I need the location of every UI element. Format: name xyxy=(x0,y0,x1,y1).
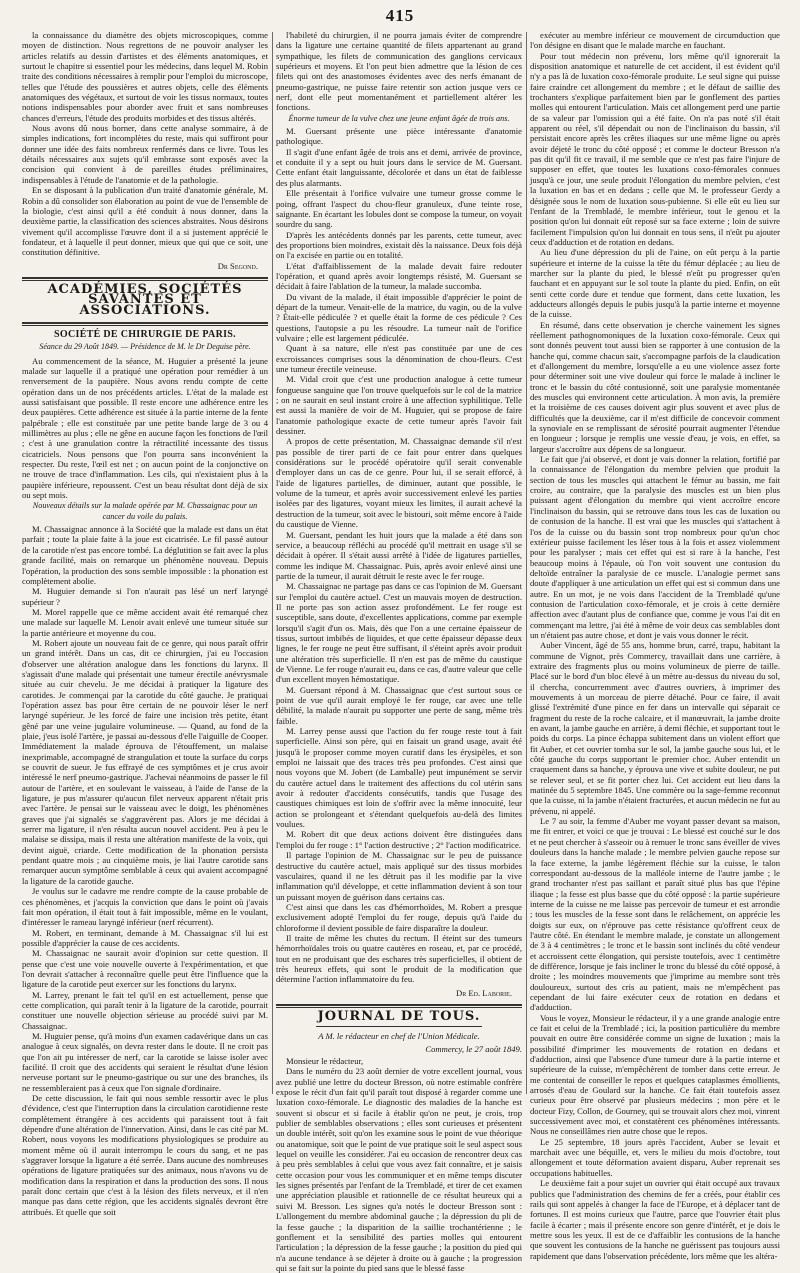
paragraph: M. Guersant, pendant les huit jours que la malade a été dans son service, a beaucoup réfléchi au procédé qu'il mettrait en usage s'il se décidait à opérer. Il s'était aussi arrêté à l'idée de ligatures partielles, comme les indique M. Chassaignac. Puis, après avoir enlevé ainsi une partie de la tumeur, il aurait détruit le reste avec le fer rouge. xyxy=(276,529,522,581)
paragraph: M. Larrey pense aussi que l'action du fer rouge reste tout à fait superficielle. Ainsi son père, qui en faisait un grand usage, avait été jusqu'à le proposer comme moyen curatif dans les érysipèles, et son emploi ne laissait que des traces très peu profondes. C'est ainsi que nous voyons que M. Jobert (de Lamballe) peut impunément se servir du cautère actuel dans le traitement des affections du col utérin sans avoir à redouter d'accidents consécutifs, tandis que l'usage des caustiques chimiques est loin de s'offrir avec la même innocuité, leur action se prolongeant et s'étendant quelquefois au-delà des limites voulues. xyxy=(276,726,522,830)
paragraph: M. Robert dit que deux actions doivent être distinguées dans l'emploi du fer rouge : 1° l'action destructive ; 2° l'action modificatrice. xyxy=(276,829,522,850)
letter-address: A M. le rédacteur en chef de l'Union Médicale. xyxy=(318,1031,480,1042)
paragraph: M. Robert ajoute un nouveau fait de ce genre, qui nous paraît offrir un grand intérêt. Dans un cas, dit ce chirurgien, j'ai eu l'occasion d'observer une altération analogue dans les fonctions du larynx. Il s'agissait d'une malade qui présentait une tumeur érectile anévrysmale située au cuir chevelu. Je me décidai à pratiquer la ligature des carotides. Je commençai par la carotide du côté gauche. Je pratiquai l'opération assez bas pour être certain de ne pouvoir léser le nerf laryngé supérieur. Je les forcé de faire une incision très petite, étant gêné par une veine jugulaire volumineuse. — Quand, au fond de la plaie, j'eus isolé l'artère, je passai au-dessous d'elle l'aiguille de Cooper. Immédiatement la malade éprouva de l'étouffement, un malaise inexprimable, accompagné de strangulation et toute la surface du corps se couvrit de sueur. Je fus effrayé de ces symptômes et je crus avoir intéressé le nerf pneumo-gastrique. J'achevai néanmoins de passer le fil autour de l'artère, et en soulevant le vaisseau, à l'aide de l'anse de la ligature, je pus m'assurer qu'aucun filet nerveux apparent n'était pris avec l'artère. Je pensai sur le vaisseau avec le doigt, les phénomènes graves que j'ai signalés se s'aggravèrent pas. Alors je me décidai à serrer ma ligature, il n'en résulta aucun nouvel accident. Peu à peu le malaise se dissipa, mais il resta une altération manifeste de la voix, qui devint aiguë, criarde. Cette modification de la phonation persista pendant quatre mois ; au cinquième mois, je liai l'autre carotide sans remarquer aucun symptôme semblable à ceux qui avaient accompagné la ligature de la carotide gauche. xyxy=(22,637,268,886)
paragraph: Pour tout médecin non prévenu, lors même qu'il ignorerait la disposition anatomique et naturelle de cet accident, il est évident qu'il n'y a pas là de luxation coxo-fémorale produite. Le seul signe qui puisse faire craindre cet allongement du membre ; et le défaut de saillie des trochanters s'explique parfaitement bien par le gonflement des parties molles qui entourent l'articulation. Mais cet allongement perd une partie de sa valeur par l'omission qui a été faite. On n'a pas noté s'il était apparent ou réel, s'il dépendait ou non de l'inclinaison du bassin, s'il persistait encore après les crêtes iliaques sur une même ligne ou après avoir déjeté le tronc du côté opposé ; et comme le docteur Bresson n'a pas dit qu'il fit ce travail, il me semble que ce n'est pas faire l'injure de supposer en effet, que toutes les luxations coxo-fémorales connues jusqu'à ce jour, une seule produit l'élongation du membre pelvien, c'est la luxation en bas et en dedans ; celle que M. le professeur Gerdy a désignée sous le nom de luxation sous-pubienne. Si elle eût eu lieu sur l'enfant de la Trembladé, le membre inférieur, tout le genou et la position qu'on lui donnait eût reposé sur sa face externe ; loin de suivre facilement l'impulsion qu'on lui donnait en tous sens, il n'eût pu ajouter ceux d'adduction et de rotation en dedans. xyxy=(530,50,780,247)
column-1 xyxy=(22,30,268,1217)
divider xyxy=(316,1026,482,1027)
paragraph: A propos de cette présentation, M. Chassaignac demande s'il n'est pas possible de tirer parti de ce fait pour entrer dans quelques considérations sur le procédé opératoire qu'il serait convenable d'employer dans un cas de ce genre. Pour lui, il se serait efforcé, à l'aide de ligatures partielles, de diminuer, autant que possible, le volume de la tumeur, et après avoir successivement enlevé les parties isolées par des ligatures, voyant mieux les limites, il aurait achevé la destruction de la tumeur, soit avec le bistouri, soit même encore à l'aide du caustique de Vienne. xyxy=(276,436,522,530)
paragraph: M. Huguier demande si l'on n'aurait pas lésé un nerf laryngé supérieur ? xyxy=(22,586,268,607)
paragraph: Il traite de même les chutes du rectum. Il éteint sur des tumeurs hémorrhoïdales trois ou quatre cautères en roseau, et, par ce procédé, tout en ne produisant que des eschares très superficielles, il obtient de très heureux effets, qui sont le produit de la modification que détermine l'action inflammatoire du feu. xyxy=(276,932,522,985)
paragraph: En se disposant à la publication d'un traité d'anatomie générale, M. Robin a dû consolider son élaboration au point de vue de l'ensemble de la biologie, c'est ainsi qu'il a été conduit à nous donner, dans la deuxième partie, la classification des sciences abstraites. Nous désirons vivement qu'il accomplisse l'œuvre dont il a si justement apprécié le fondateur, et à laquelle il peut donner, mieux que qui que ce soit, une constitution définitive. xyxy=(22,185,268,258)
letter-dateline: Commercy, le 27 août 1849. xyxy=(425,1043,522,1054)
page-number: 415 xyxy=(385,6,415,25)
section-title: JOURNAL DE TOUS. xyxy=(317,1008,481,1024)
paragraph: C'est ainsi que dans les cas d'hémorrhoïdes, M. Robert a presque exclusivement adopté l'emploi du fer rouge, depuis qu'à l'aide du chloroforme il devient possible de faire disparaître la douleur. xyxy=(276,901,522,933)
paragraph: Je voulus sur le cadavre me rendre compte de la cause probable de ces phénomènes, et j'acquis la conviction que dans le point où j'avais fait mon opération, il était tout à fait impossible, même en le voulant, d'intéresser le rameau laryngé inférieur (nerf récurrent). xyxy=(22,886,268,928)
paragraph: De cette discussion, le fait qui nous semble ressortir avec le plus d'évidence, c'est que l'interruption dans la circulation carotidienne reste complètement étrangère à ces accidents qui paraissent tout à fait dépendre d'une altération de l'innervation. Ainsi, dans le cas cité par M. Robert, nous voyons les modifications physiologiques se produire au moment même où il aurait interrompu le cours du sang, et ne pas s'aggraver lorsque la ligature a été serrée. Dans aucune des nombreuses opérations de ligature pratiquées sur des animaux, nous n'avons vu de modification dans la respiration et dans la production des sons. Il nous paraît donc certain que c'est à la lésion des filets nerveux, et il n'en manque pas dans cette région, que les accidents signalés devront être attribués. Et quelle que soit xyxy=(22,1093,268,1217)
paragraph: D'après les antécédents donnés par les parents, cette tumeur, avec des proportions bien moindres, existait dès la naissance. Deux fois déjà on l'a excisée en partie ou en totalité. xyxy=(276,229,522,261)
paragraph: Au commencement de la séance, M. Huguier a présenté la jeune malade sur laquelle il a pratiqué une opération pour remédier à un renversement de la paupière. Nous avons rendu compte de cette opération dans un de nos précédents articles. L'état de la malade est aussi satisfaisant que possible. Il reste encore une adhérence entre les deux paupières. Cette adhérence est située à la partie interne de la fente palpébrale ; elle est constituée par une petite bande large de 3 ou 4 millimètres au plus ; elle ne gêne en aucune façon les fonctions de l'œil ; c'est à une granulation contre la rétractilité incessante des tissus cicatriciels. Nous pensons que l'on pourra sans inconvénient la respecter. Du reste, l'œil est net ; on aucun point de la conjonctive on ne trouve de trace d'inflammation. Les cils, qui n'existaient plus à la paupière inférieure, repoussent. C'est un beau résultat dont déjà de six ou sept mois. xyxy=(22,355,268,501)
paragraph: Nous avons dû nous borner, dans cette analyse sommaire, à de simples indications, fort incomplètes du reste, mais qui suffiront pour donner une idée des faits nombreux renfermés dans ce livre. Tous les détails nécessaires aux sujets qu'il embrasse sont exposés avec la concision qui convient à de pareilles études préliminaires, indispensables à l'étude de l'anatomie et de la pathologie. xyxy=(22,123,268,185)
paragraph: M. Morel rappelle que ce même accident avait été remarqué chez une malade sur laquelle M. Lenoir avait enlevé une tumeur située sur la partie antérieure et moyenne du cou. xyxy=(22,606,268,638)
section-title: ACADÉMIES, SOCIÉTÉS SAVANTES ET ASSOCIATIONS. xyxy=(47,281,243,318)
paragraph: En résumé, dans cette observation je cherche vainement les signes réellement pathognomoniques de la luxation coxo-fémorale. Ceux qui sont donnés peuvent tout aussi bien se rapporter à une contusion de la hanche qui, comme chacun sait, s'accompagne parfois de la claudication et d'allongement du membre, lorsqu'elle a eu une violence assez forte pour déterminer soit une vive douleur qui force le malade à incliner le tronc et le bassin du côté contusionné, soit une paralysie momentanée des muscles qui environnent cette articulation. À mon avis, la première et la troisième de ces causes doivent agir plus souvent et avec plus de difficultés que la deuxième, car il m'est difficile de concevoir comment la synoviale en se remplissant de sérosité pourrait augmenter l'étendue en longueur ; lorsque je remplis une vessie d'eau, je vois, en effet, sa largeur s'accroître aux dépens de sa longueur. xyxy=(530,319,780,454)
paragraph: Dans le numéro du 23 août dernier de votre excellent journal, vous avez publié une lettre du docteur Bresson, où notre estimable confrère expose le récit d'un fait qu'il paraît tout disposé à regarder comme une luxation coxo-fémorale. Le diagnostic des maladies de la hanche est souvent si obscur et si facile à établir qu'on ne peut, je crois, trop publier de semblables observations ; elles sont curieuses et présentent un double intérêt, soit qu'on les examine sous le point de vue théorique ou anatomique, soit que le point de vue pratique soit le seul aspect sous lequel on veuille les considérer. J'ai eu occasion de rencontrer deux cas à peu près semblables à celui que vous avez fait connaître, et je saisis cette occasion pour vous les communiquer et en même temps discuter les signes présentés par l'enfant de la Trembladé, et tirer de cet examen une appréciation plausible et rationnelle de ce résultat heureux qui a suivi M. Bresson. Les signes qu'a notés le docteur Bresson sont : L'allongement du membre abdominal gauche ; la dépression du pli de la fesse gauche ; la disparition de la saillie trochantérienne ; le gonflement et la sensibilité des parties molles qui entourent l'articulation ; la dépression de la fesse gauche ; la position du pied qui n'a aucune tendance à se déjeter à droite ou à gauche ; la progression qui se fait sur la pointe du pied sans que le blessé fasse xyxy=(276,1066,522,1273)
paragraph: Le 7 au soir, la femme d'Auber me voyant passer devant sa maison, me fit entrer, et voici ce que je trouvai : Le blessé est couché sur le dos et ne peut chercher à s'asseoir ou à remuer le tronc sans éveiller de vives douleurs dans la hanche malade ; le membre pelvien gauche repose sur la face externe, la jambe légèrement fléchie sur la cuisse, le talon correspondant au-dessous de la malléole interne de l'autre jambe ; le grand trochanter n'est pas saillant et paraît situé plus bas que l'épine iliaque ; la fesse est plus basse que du côté opposé : la partie supérieure interne de la cuisse ne me laisse pas percevoir de tumeur et est arrondie ; tous les muscles de la fesse sont dans le relâchement, on apprécie les doigts sur eux, on n'éprouve pas cette résistance qu'offrent ceux de l'autre côté. En étendant le membre malade, je constate un allongement de 3 à 4 centimètres ; le tronc et le bassin sont inclinés du côté vendeur et accroissent cette élongation, qui persiste toutefois, avec 1 centimètre de différence, lorsque je fais incliner le tronc du blessé du côté opposé, à droite ; les moindres mouvements que j'imprime au membre sont très douloureux, surtout des cris au patient, mais ne m'empêchent pas cependant de lui faire exécuter ceux de rotation en dedans et d'adduction. xyxy=(530,816,780,1013)
paragraph: M. Larrey, prenant le fait tel qu'il en est actuellement, pense que cette complication, qui paraît tenir à la ligature de la carotide, pourrait constituer une nouvelle objection sérieuse au procédé suivi par M. Chassaignac. xyxy=(22,989,268,1031)
paragraph: M. Vidal croit que c'est une production analogue à cette tumeur fongueuse sanguine que l'on trouve quelquefois sur le col de la matrice ; on ne saurait en seul instant croire à une affection syphilitique. Telle est aussi la manière de voir de M. Huguier, qui se propose de faire l'anatomie pathologique exacte de cette tumeur après l'avoir fait dessiner. xyxy=(276,374,522,437)
paragraph: Le fait que j'ai observé, et dont je vais donner la relation, fortifié par la connaissance de l'élongation du membre pelvien que produit la section de tous les muscles qui attachent le fémur au bassin, me fait croire, au contraire, que la paralysie des muscles est un bien plus puissant agent d'élongation du membre qui vient accroître encore l'inclinaison du bassin, qui se retrouve dans tous les cas de luxation ou de contusion de la hanche. Il est vrai que les muscles qui s'attachent à l'os de la cuisse ou du bassin sont trop nombreux pour qu'un choc extérieur puisse facilement les léser tous à la fois et assez violemment pour les paralyser ; mais cet effet qui est si rare à la hanche, l'est beaucoup moins à l'épaule, où l'on voit souvent une contusion du deltoïde entraîner la paralysie de ce muscle. L'analogie permet sans doute d'appliquer à une articulation un effet qui est si commun dans une autre. En un mot, je ne vois dans l'accident de la Trembladé qu'une contusion de l'articulation coxo-fémorale, et je crois à cette dernière affection avec d'autant plus de confiance que, comme je vous l'ai dit en commençant ma lettre, j'ai été à même de voir deux cas semblables dont un n'étaient pas autre chose, et dont je vais vous donner le récit. xyxy=(530,454,780,640)
paragraph: Auber Vincent, âgé de 55 ans, homme brun, carré, trapu, habitant la commune de Vignot, près Commercy, travaillait dans une carrière, à extraire des fragments plus ou moins volumineux de pierre de taille. Placé sur le bord d'un bloc élevé à un mètre au-dessus du niveau du sol, il chercha, concurremment avec d'autres ouvriers, à imprimer des mouvements à un morceau de pierre détaché. Pour ce faire, il avait glissé l'extrémité d'une pince en fer dans un intervalle qui séparait ce fragment du reste de la roche calcaire, et il manœuvrait, la jambe droite en avant, la jambe gauche en arrière, à demi fléchie, et supportant tout le poids du corps. La pince échappa subitement dans un violent effort que fit Auber, et cet ouvrier tomba sur le sol, la jambe gauche sous lui, et le côté gauche du corps supportant le premier choc. Auber entendit un craquement dans sa hanche, y éprouva une vive et subite douleur, ne put se relever seul, et se fit porter chez lui. Cet accident eut lieu dans la matinée du 5 septembre 1845. Une commère ou la sage-femme reconnut que la cuisse, ni la jambe n'étaient fracturées, et aucun médecin ne fut au prévenu, ni appelé. xyxy=(530,640,780,816)
paragraph: M. Chassaignac ne partage pas dans ce cas l'opinion de M. Guersant sur l'emploi du cautère actuel. C'est un mauvais moyen de destruction. Il ne porte pas son action assez profondément. Le fer rouge est susceptible, sans doute, d'excellentes applications, comme par exemple lorsqu'il s'agit d'un os. Mais, dès que l'on a une certaine épaisseur de tissus, surtout imbibés de liquides, et que cette épaisseur dépasse deux lignes, le fer rouge ne peut être suffisant, il s'éteint après avoir produit une altération très superficielle. Il n'en est pas de même du caustique de Vienne. Le fer rouge n'aurait eu, dans ce cas, d'autre valeur que celle d'un excellent moyen hémostatique. xyxy=(276,581,522,685)
subheading: Nouveaux détails sur la malade opérée par M. Chassaignac pour un cancer du voile du palais. xyxy=(32,501,258,521)
paragraph: Du vivant de la malade, il était impossible d'apprécier le point de départ de la tumeur. Venait-elle de la matrice, du vagin, ou de la vulve ? Était-elle pédiculée ? et quelle était la forme de ces pédicule ? Ces questions, l'autopsie a pu les résoudre. La tumeur naît de l'orifice vulvaire ; elle est largement pédiculée. xyxy=(276,291,522,343)
paragraph: L'état d'affaiblissement de la malade devait faire redouter l'opération, et quand après avoir longtemps résisté, M. Guersant se décidait à faire l'ablation de la tumeur, la malade succomba. xyxy=(276,260,522,292)
paragraph: M. Guersant présente une pièce intéressante d'anatomie pathologique. xyxy=(276,126,522,147)
paragraph: Il partage l'opinion de M. Chassaignac sur le peu de puissance destructive du cautère actuel, mais appliqué sur des tissus morbides vasculaires, quand il ne les détruit pas il les modifie par la vive inflammation qu'il développe, et cette inflammation devient à son tour un puissant moyen de guérison dans certains cas. xyxy=(276,850,522,902)
society-title: SOCIÉTÉ DE CHIRURGIE DE PARIS. xyxy=(54,328,236,340)
section-rule xyxy=(276,1004,522,1008)
paragraph: Elle présentait à l'orifice vulvaire une tumeur grosse comme le poing, offrant l'aspect du chou-fleur granuleux, d'une teinte rose, saignante. En écartant les lobules dont se compose la tumeur, on voyait sourdre du sang. xyxy=(276,188,522,230)
column-2 xyxy=(276,30,522,1273)
signature: Dr Segond. xyxy=(217,260,258,271)
paragraph: Quant à sa nature, elle n'est pas constituée par une de ces excroissances comprises sous la dénomination de chou-fleurs. C'est une tumeur érectile veineuse. xyxy=(276,343,522,374)
paragraph: l'habileté du chirurgien, il ne pourra jamais éviter de comprendre dans la ligature une certaine quantité de filets appartenant au grand sympathique, les filets de communication des ganglions cervicaux supérieurs et moyens. Et l'on peut bien admettre que la lésion de ces filets qui ont des anastomoses évidentes avec des nerfs émanant de pneumo-gastrique, ne puisse faire retentir son action jusque vers ce nerf, dont elle peut momentanément et partiellement altérer les fonctions. xyxy=(276,30,522,113)
paragraph: Il s'agit d'une enfant âgée de trois ans et demi, arrivée de province, et conduite il y a sept ou huit jours dans le service de M. Guersant. Cette enfant était languissante, décolorée et dans un état de faiblesse des plus alarmants. xyxy=(276,146,522,188)
paragraph: Vous le voyez, Monsieur le rédacteur, il y a une grande analogie entre ce fait et celui de la Trembladé ; ici, la position particulière du membre pouvait en outre être considérée comme un signe de luxation ; mais la possibilité d'imprimer les mouvements de rotation en dedans et d'adduction, ainsi que l'absence d'une tumeur dure à la partie interne et supérieure de la cuisse, m'empêchèrent de tomber dans cette erreur. Je me contentai de conseiller le repos et quelques cataplasmes émollients, arrosés d'eau de Goulard sur la hanche. Ce fait était toutefois assez curieux pour être observé par plusieurs médecins ; mon père et le docteur Fizy, Collon, de Gourney, qui se trouvait alors chez moi, vinrent successivement avec moi, et constatèrent ces phénomènes intéressants. Nous ne conseillâmes rien autre chose que le repos. xyxy=(530,1012,780,1137)
paragraph: Au lieu d'une dépression du pli de l'aine, on eût perçu à la partie supérieure et interne de la cuisse la tête du fémur déplacée ; au lieu de marcher sur la plante du pied, le blessé n'eût pu progresser qu'en fauchant et en appuyant sur le sol toute la plante du pied. Enfin, on eût senti cette corde dure et tendue que forment, dans cette luxation, les adducteurs allongés depuis le pubis jusqu'à la partie interne et moyenne de la cuisse. xyxy=(530,247,780,320)
paragraph: la connaissance du diamètre des objets microscopiques, comme moyen de distinction. Nous regrettons de ne pouvoir analyser les articles relatifs au dessin d'artistes et des éléments anatomiques, et surtout le chapitre si essentiel pour les médecins, dans lequel M. Robin traite des conditions nécessaires à remplir pour l'emploi du microscope, telles que l'étude des poussières et autres objets, celle des éléments anatomiques des végétaux, et surtout de voir les tissus normaux, toutes notions indispensables pour aborder avec fruit et sans nombreuses chances d'erreurs, l'étude des produits morbides et des tissus altérés. xyxy=(22,30,268,123)
paragraph: exécuter au membre inférieur ce mouvement de circumduction que l'on désigne en disant que le malade marche en fauchant. xyxy=(530,30,780,51)
signature: Dr Ed. Laborie. xyxy=(456,987,512,998)
paragraph: Le 25 septembre, 18 jours après l'accident, Auber se levait et marchait avec une béquille, et, vers le milieu du mois d'octobre, tout allongement et toute déformation avaient disparu, Auber reprenait ses occupations habituelles. xyxy=(530,1136,780,1178)
session-meta: Séance du 29 Août 1849. — Présidence de M. le Dr Deguise père. xyxy=(39,342,251,352)
paragraph: M. Chassaignac ne saurait avoir d'opinion sur cette question. Il pense que c'est une voie nouvelle ouverte à l'expérimentation, et que l'on devrait s'attacher à reconnaître quelle peut être l'influence que la ligature de la carotide peut exercer sur les fonctions du larynx. xyxy=(22,948,268,990)
paragraph: M. Huguier pense, qu'à moins d'un examen cadavérique dans un cas analogue à ceux signalés, on devra rester dans le doute. Il ne croit pas que l'on ait pu intéresser de nerf, car la carotide se laisse isoler avec facilité. Il croit que des accidents qui seraient le résultat d'une lésion nerveuse portant sur le pneumo-gastrique ou sur une des branches, ils ne ressembleraient pas à ceux que l'on signale d'ordinaire. xyxy=(22,1030,268,1093)
column-3 xyxy=(530,30,780,1261)
paragraph: M. Guersant répond à M. Chassaignac que c'est surtout sous ce point de vue qu'il aurait employé le fer rouge, car avec une telle débilité, la malade n'aurait pu supporter une perte de sang, même très faible. xyxy=(276,684,522,726)
column-rule-left xyxy=(272,32,273,1094)
column-rule-right xyxy=(526,32,527,1094)
letter-greeting: Monsieur le rédacteur, xyxy=(286,1056,364,1066)
paragraph: Le deuxième fait a pour sujet un ouvrier qui était occupé aux travaux publics que l'administration des chemins de fer a créés, pour établir ces rails qui sont appelés à changer la face de l'Europe, et à déplacer tant de fortunes. Il est moins curieux que l'autre, parce que l'ouvrier était plus facile à écarter ; mais il présente encore son genre d'intérêt, et je dois le mettre sous les yeux. Il est de ce d'affaiblir les contusions de la hanche que souvent les contusions de la hanche ne guérissent pas toujours aussi rapidement que dans l'observation précédente, lors même que les altéra- xyxy=(530,1178,780,1261)
section-rule xyxy=(22,322,268,326)
subheading: Énorme tumeur de la vulve chez une jeune enfant âgée de trois ans. xyxy=(288,113,510,123)
section-rule xyxy=(22,277,268,281)
paragraph: M. Chassaignac annonce à la Société que la malade est dans un état parfait ; toute la plaie faite à la joue est cicatrisée. Le fil passé autour de la carotide n'est pas encore tombé. La déglutition se fait avec la plus grande facilité, mais on remarque un phénomène nouveau. Depuis l'opération, la production des sons semble impossible : la phonation est complètement abolie. xyxy=(22,524,268,586)
paragraph: M. Robert, en terminant, demande à M. Chassaignac s'il lui est possible d'apprécier la cause de ces accidents. xyxy=(22,927,268,948)
